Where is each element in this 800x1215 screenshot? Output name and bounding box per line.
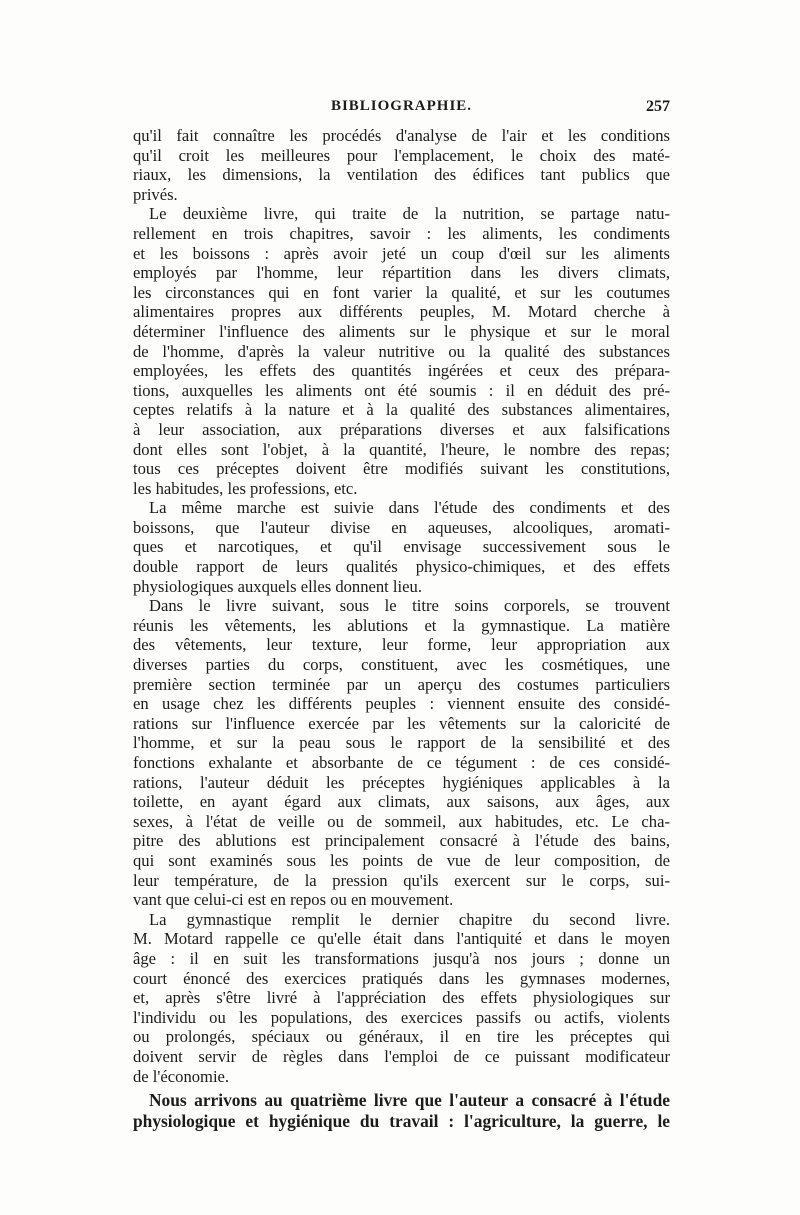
text-line: privés. [133,184,178,204]
running-head [133,98,670,118]
body-text [133,126,670,1131]
text-line: à leur association, aux préparations diverses et aux falsifications [133,419,670,439]
text-line: dont elles sont l'objet, à la quantité, l'heure, le nombre des repas; [133,439,670,459]
text-line: l'homme, et sur la peau sous le rapport de la sensibilité et des [133,733,670,753]
text-line: qu'il fait connaître les procédés d'analyse de l'air et les conditions [133,126,670,145]
text-line: La même marche est suivie dans l'étude des condiments et des [149,498,670,518]
text-line: vant que celui-ci est en repos ou en mouvement. [133,890,454,910]
text-line: La gymnastique remplit le dernier chapitre du second livre. [149,909,670,929]
text-line: rellement en trois chapitres, savoir : les aliments, les condiments [133,223,670,243]
text-line: leur température, de la pression qu'ils exercent sur le corps, sui- [133,870,670,890]
text-line: première section terminée par un aperçu des costumes particuliers [133,674,670,694]
text-line: tous ces préceptes doivent être modifiés suivant les constitutions, [133,459,670,479]
text-line: alimentaires propres aux différents peuples, M. Motard cherche à [133,302,670,322]
text-line: de l'homme, d'après la valeur nutritive ou la qualité des substances [133,341,670,361]
page-number: 257 [646,98,670,115]
text-line: ou prolongés, spéciaux ou généraux, il en tire les préceptes qui [133,1027,670,1047]
text-line: et les boissons : après avoir jeté un coup d'œil sur les aliments [133,243,670,263]
text-line: les habitudes, les professions, etc. [133,478,358,498]
text-line: qu'il croit les meilleures pour l'emplacement, le choix des maté- [133,145,670,165]
text-line: employés par l'homme, leur répartition dans les divers climats, [133,263,670,283]
text-line: Le deuxième livre, qui traite de la nutrition, se partage natu- [149,204,670,224]
text-line: M. Motard rappelle ce qu'elle était dans l'antiquité et dans le moyen [133,929,670,949]
text-line: tions, auxquelles les aliments ont été soumis : il en déduit des pré- [133,380,670,400]
text-line: ceptes relatifs à la nature et à la qualité des substances alimentaires, [133,400,670,420]
text-line: déterminer l'influence des aliments sur le physique et sur le moral [133,321,670,341]
text-line: Dans le livre suivant, sous le titre soins corporels, se trouvent [149,596,670,616]
text-line: Nous arrivons au quatrième livre que l'auteur a consacré à l'étude [149,1090,670,1111]
text-line: fonctions exhalante et absorbante de ce tégument : de ces considé- [133,753,670,772]
text-line: qui sont examinés sous les points de vue de leur composition, de [133,850,670,870]
text-line: boissons, que l'auteur divise en aqueuses, alcooliques, aromati- [133,517,670,537]
text-line: employées, les effets des quantités ingérées et ceux des prépara- [133,361,670,381]
text-line: toilette, en ayant égard aux climats, aux saisons, aux âges, aux [133,792,670,812]
text-line: l'individu ou les populations, des exercices passifs ou actifs, violents [133,1007,670,1027]
text-line: riaux, les dimensions, la ventilation des édifices tant publics que [133,165,670,185]
text-line: double rapport de leurs qualités physico-chimiques, et des effets [133,557,670,577]
text-line: diverses parties du corps, constituent, avec les cosmétiques, une [133,655,670,675]
text-line: de l'économie. [133,1066,230,1086]
text-line: rations sur l'influence exercée par les vêtements sur la caloricité de [133,713,670,733]
running-title: BIBLIOGRAPHIE. [330,98,473,114]
text-line: et, après s'être livré à l'appréciation des effets physiologiques sur [133,988,670,1008]
text-line: réunis les vêtements, les ablutions et la gymnastique. La matière [133,615,670,635]
text-line: pitre des ablutions est principalement consacré à l'étude des bains, [133,831,670,851]
text-line: les circonstances qui en font varier la qualité, et sur les coutumes [133,282,670,302]
text-line: physiologique et hygiénique du travail : l'agriculture, la guerre, le [133,1110,670,1131]
text-line: doivent servir de règles dans l'emploi de ce puissant modificateur [133,1046,670,1066]
text-line: physiologiques auxquels elles donnent lieu. [133,576,422,596]
text-line: en usage chez les différents peuples : viennent ensuite des considé- [133,694,670,714]
text-line: âge : il en suit les transformations jusqu'à nos jours ; donne un [133,948,670,968]
text-line: court énoncé des exercices pratiqués dans les gymnases modernes, [133,968,670,988]
text-line: sexes, à l'état de veille ou de sommeil, aux habitudes, etc. Le cha- [133,811,670,831]
text-line: rations, l'auteur déduit les préceptes hygiéniques applicables à la [133,772,670,792]
text-line: ques et narcotiques, et qu'il envisage successivement sous le [133,537,670,557]
text-line: des vêtements, leur texture, leur forme, leur appropriation aux [133,635,670,655]
